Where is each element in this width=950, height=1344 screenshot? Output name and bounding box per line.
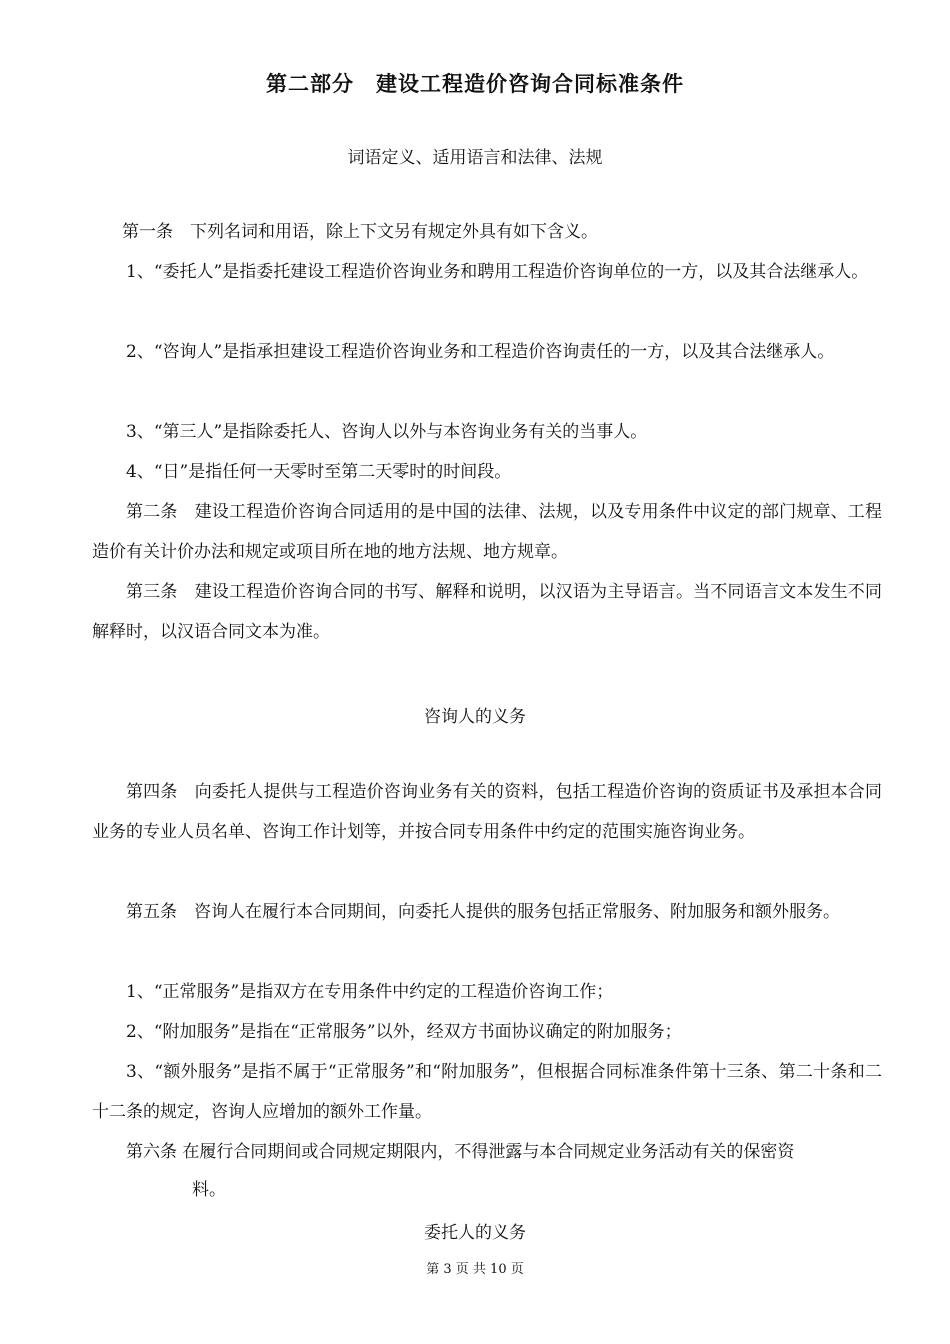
article-5-item-1: 1、“正常服务”是指双方在专用条件中约定的工程造价咨询工作； (126, 982, 614, 1002)
section-heading-client-duties: 委托人的义务 (424, 1223, 526, 1243)
article-3: 第三条 建设工程造价咨询合同的书写、解释和说明，以汉语为主导语言。当不同语言文本发生不同解释时，以汉语合同文本为准。 (92, 582, 882, 642)
article-5-item-2: 2、“附加服务”是指在“正常服务”以外，经双方书面协议确定的附加服务； (126, 1022, 682, 1042)
section-heading-definitions: 词语定义、适用语言和法律、法规 (347, 148, 603, 168)
article-2: 第二条 建设工程造价咨询合同适用的是中国的法律、法规，以及专用条件中议定的部门规章、工程造价有关计价办法和规定或项目所在地的地方法规、地方规章。 (92, 502, 882, 562)
article-1-item-2: 2、“咨询人”是指承担建设工程造价咨询业务和工程造价咨询责任的一方，以及其合法继承人。 (126, 342, 835, 362)
article-1-item-1: 1、“委托人”是指委托建设工程造价咨询业务和聘用工程造价咨询单位的一方，以及其合法继承人。 (126, 262, 869, 282)
page-number-footer: 第 3 页 共 10 页 (426, 1262, 524, 1277)
article-1-item-3: 3、“第三人”是指除委托人、咨询人以外与本咨询业务有关的当事人。 (126, 422, 648, 442)
article-6-line-2: 料。 (192, 1180, 226, 1200)
article-4: 第四条 向委托人提供与工程造价咨询业务有关的资料，包括工程造价咨询的资质证书及承担本合同业务的专业人员名单、咨询工作计划等，并按合同专用条件中约定的范围实施咨询业务。 (92, 782, 882, 842)
article-1-item-4: 4、“日”是指任何一天零时至第二天零时的时间段。 (126, 462, 512, 482)
article-5-item-3: 3、“额外服务”是指不属于“正常服务”和“附加服务”，但根据合同标准条件第十三条、第二十条和二十二条的规定，咨询人应增加的额外工作量。 (92, 1062, 882, 1122)
article-6-line-1: 第六条 在履行合同期间或合同规定期限内，不得泄露与本合同规定业务活动有关的保密资 (126, 1142, 795, 1162)
section-heading-consultant-duties: 咨询人的义务 (424, 707, 526, 727)
article-1: 第一条 下列名词和用语，除上下文另有规定外具有如下含义。 (122, 222, 598, 242)
article-5: 第五条 咨询人在履行本合同期间，向委托人提供的服务包括正常服务、附加服务和额外服务。 (126, 902, 840, 922)
page-title: 第二部分 建设工程造价咨询合同标准条件 (266, 72, 684, 96)
